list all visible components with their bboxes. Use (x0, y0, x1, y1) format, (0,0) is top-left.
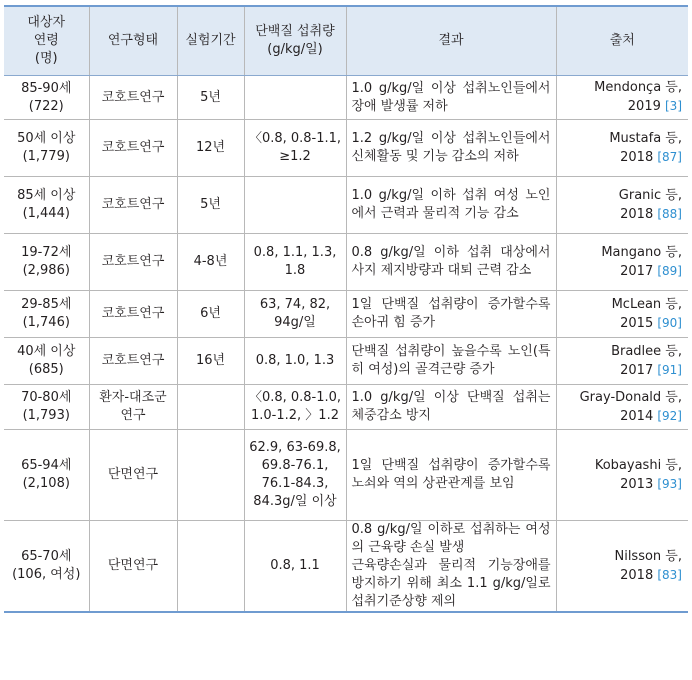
source-author: Kobayashi 등, (594, 457, 682, 473)
period-cell: 4-8년 (177, 234, 244, 291)
source-cell (556, 385, 688, 430)
table-row (4, 430, 688, 521)
source-author: Nilsson 등, (614, 548, 682, 564)
source-author: Bradlee 등, (611, 343, 682, 359)
reference-link[interactable]: [3] (665, 99, 682, 113)
age-cell: 70-80세 (1,793) (4, 385, 89, 430)
source-author: Gray-Donald 등, (579, 389, 682, 405)
period-cell: 6년 (177, 291, 244, 338)
study-type-cell: 단면연구 (89, 521, 177, 613)
table-row (4, 385, 688, 430)
source-author: Granic 등, (618, 187, 682, 203)
source-cell (556, 177, 688, 234)
source-year: 2015 [90] (620, 315, 682, 331)
study-type-cell: 코호트연구 (89, 120, 177, 177)
reference-link[interactable]: [92] (657, 408, 682, 423)
study-type-cell: 코호트연구 (89, 291, 177, 338)
study-type-cell: 코호트연구 (89, 234, 177, 291)
result-cell: 단백질 섭취량이 높을수록 노인(특히 여성)의 골격근량 증가 (346, 338, 556, 385)
source-year: 2018 [83] (620, 567, 682, 583)
age-cell: 40세 이상 (685) (4, 338, 89, 385)
source-cell (556, 234, 688, 291)
period-cell (177, 385, 244, 430)
col-header: 출처 (556, 6, 688, 76)
result-cell: 1.0 g/kg/일 이하 섭취 여성 노인에서 근력과 물리적 기능 감소 (346, 177, 556, 234)
source-year: 2018 [88] (620, 206, 682, 222)
reference-link[interactable]: [93] (657, 476, 682, 491)
col-header: 실험기간 (177, 6, 244, 76)
result-cell: 1일 단백질 섭취량이 증가할수록 손아귀 힘 증가 (346, 291, 556, 338)
source-year: 2013 [93] (620, 476, 682, 492)
age-cell: 19-72세 (2,986) (4, 234, 89, 291)
result-cell: 1.0 g/kg/일 이상 섭취노인들에서 장애 발생률 저하 (346, 76, 556, 120)
age-cell: 85세 이상 (1,444) (4, 177, 89, 234)
source-author: Mustafa 등, (609, 130, 682, 146)
age-cell: 65-94세 (2,108) (4, 430, 89, 521)
col-header: 결과 (346, 6, 556, 76)
source-year: 2017 [89] (620, 263, 682, 279)
source-cell (556, 338, 688, 385)
table-row (4, 291, 688, 338)
source-year: 2014 [92] (620, 408, 682, 424)
table-row (4, 338, 688, 385)
col-header: 단백질 섭취량 (g/kg/일) (244, 6, 346, 76)
age-cell: 50세 이상 (1,779) (4, 120, 89, 177)
col-header: 대상자 연령 (명) (4, 6, 89, 76)
intake-cell: 0.8, 1.0, 1.3 (244, 338, 346, 385)
intake-cell (244, 177, 346, 234)
age-cell: 65-70세 (106, 여성) (4, 521, 89, 613)
source-year: 2018 [87] (620, 149, 682, 165)
source-cell (556, 120, 688, 177)
reference-link[interactable]: [87] (657, 149, 682, 164)
study-type-cell: 코호트연구 (89, 76, 177, 120)
study-type-cell: 코호트연구 (89, 177, 177, 234)
reference-link[interactable]: [88] (657, 206, 682, 221)
intake-cell: 0.8, 1.1, 1.3, 1.8 (244, 234, 346, 291)
study-type-cell: 코호트연구 (89, 338, 177, 385)
col-header: 연구형태 (89, 6, 177, 76)
reference-link[interactable]: [91] (657, 362, 682, 377)
source-author: McLean 등, (611, 296, 682, 312)
period-cell: 16년 (177, 338, 244, 385)
period-cell: 12년 (177, 120, 244, 177)
study-type-cell: 환자-대조군 연구 (89, 385, 177, 430)
research-table (4, 5, 688, 613)
period-cell (177, 521, 244, 613)
result-cell: 1일 단백질 섭취량이 증가할수록 노쇠와 역의 상관관계를 보임 (346, 430, 556, 521)
reference-link[interactable]: [89] (657, 263, 682, 278)
period-cell: 5년 (177, 177, 244, 234)
table-row (4, 521, 688, 613)
table-row (4, 234, 688, 291)
period-cell (177, 430, 244, 521)
source-cell (556, 291, 688, 338)
intake-cell: 0.8, 1.1 (244, 521, 346, 613)
result-cell: 1.2 g/kg/일 이상 섭취노인들에서 신체활동 및 기능 감소의 저하 (346, 120, 556, 177)
table-row (4, 177, 688, 234)
reference-link[interactable]: [90] (657, 315, 682, 330)
intake-cell: 〈0.8, 0.8-1.1, ≥1.2 (244, 120, 346, 177)
source-year: 2017 [91] (620, 362, 682, 378)
source-cell (556, 430, 688, 521)
source-author: Mangano 등, (601, 244, 682, 260)
study-type-cell: 단면연구 (89, 430, 177, 521)
source-cell (556, 76, 688, 120)
result-cell: 1.0 g/kg/일 이상 단백질 섭취는 체중감소 방지 (346, 385, 556, 430)
intake-cell (244, 76, 346, 120)
age-cell: 29-85세 (1,746) (4, 291, 89, 338)
result-cell: 0.8 g/kg/일 이하로 섭취하는 여성의 근육량 손실 발생 근육량손실과 물리적 기능장애를 방지하기 위해 최소 1.1 g/kg/일로 섭취기준상향 제의 (346, 521, 556, 613)
source-author: Mendonça 등, (594, 80, 682, 95)
source-cell (556, 521, 688, 613)
intake-cell: 62.9, 63-69.8, 69.8-76.1, 76.1-84.3, 84.3g/일 이상 (244, 430, 346, 521)
intake-cell: 63, 74, 82, 94g/일 (244, 291, 346, 338)
source-year: 2019 [3] (627, 99, 682, 114)
table-row (4, 76, 688, 120)
header-row (4, 6, 688, 76)
reference-link[interactable]: [83] (657, 567, 682, 582)
period-cell: 5년 (177, 76, 244, 120)
intake-cell: 〈0.8, 0.8-1.0, 1.0-1.2, 〉1.2 (244, 385, 346, 430)
table-row (4, 120, 688, 177)
age-cell: 85-90세 (722) (4, 76, 89, 120)
result-cell: 0.8 g/kg/일 이하 섭취 대상에서 사지 제지방량과 대퇴 근력 감소 (346, 234, 556, 291)
